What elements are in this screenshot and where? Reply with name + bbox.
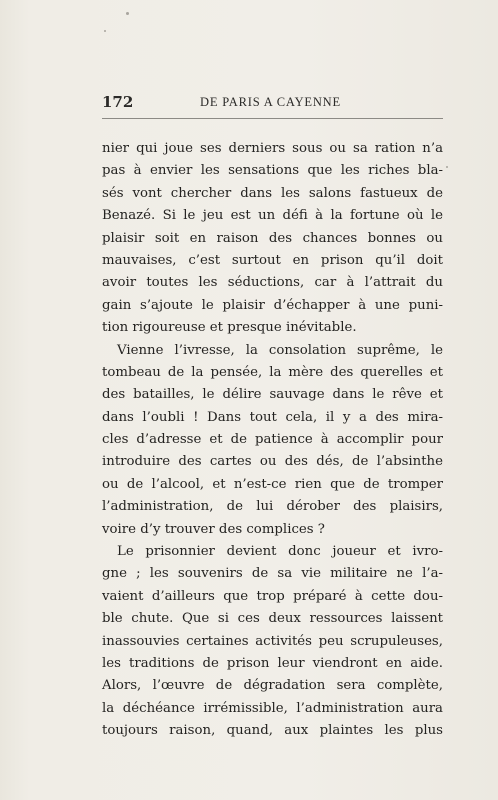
text-line: nier qui joue ses derniers sous ou sa ration n’a [102, 141, 443, 156]
text-line: toujours raison, quand, aux plaintes les plus [102, 723, 443, 739]
text-line: avoir toutes les séductions, car à l’attrait du [102, 275, 443, 291]
text-line: plaisir soit en raison des chances bonnes ou [102, 230, 443, 246]
text-line: ble chute. Que si ces deux ressources laissent [102, 611, 443, 627]
text-line: tion rigoureuse et presque inévitable. [102, 320, 357, 336]
text-line: tombeau de la pensée, la mère des querelles et [102, 364, 443, 380]
text-line: inassouvies certaines activités peu scrupuleuses, [102, 633, 443, 649]
text-line: Benazé. Si le jeu est un défi à la fortune où le [102, 208, 443, 224]
text-line: la déchéance irrémissible, l’administration aura [102, 700, 443, 716]
text-line: gne ; les souvenirs de sa vie militaire ne l’a- [102, 566, 443, 582]
paper-speck [104, 30, 106, 32]
text-line: introduire des cartes ou des dés, de l’absinthe [102, 454, 443, 470]
text-line: pas à envier les sensations que les riches bla- [102, 163, 443, 179]
text-line: ou de l’alcool, et n’est-ce rien que de tromper [102, 476, 443, 492]
page-header [102, 93, 443, 117]
text-line: des batailles, le délire sauvage dans le rêve et [102, 387, 443, 403]
paper-speck [126, 12, 129, 15]
text-line: Alors, l’œuvre de dégradation sera complète, [102, 678, 443, 694]
text-line: sés vont chercher dans les salons fastueux de [102, 185, 443, 201]
text-line: voire d’y trouver des complices ? [102, 521, 325, 537]
body-text [102, 138, 443, 743]
text-line: cles d’adresse et de patience à accomplir pour [102, 432, 443, 448]
text-line: l’administration, de lui dérober des plaisirs, [102, 499, 443, 515]
text-line: dans l’oubli ! Dans tout cela, il y a des mira- [102, 409, 443, 425]
text-line: mauvaises, c’est surtout en prison qu’il doit [102, 252, 443, 268]
text-line: Le prisonnier devient donc joueur et ivro- [117, 544, 443, 560]
text-line: Vienne l’ivresse, la consolation suprême, le [117, 342, 443, 358]
text-line: les traditions de prison leur viendront en aide. [102, 655, 443, 671]
running-title: DE PARIS A CAYENNE [200, 95, 341, 109]
header-rule [102, 118, 443, 119]
text-line: vaient d’ailleurs que trop préparé à cette dou- [102, 588, 443, 604]
page-number: 172 [102, 93, 134, 111]
paper-speck [446, 166, 448, 168]
text-line: gain s’ajoute le plaisir d’échapper à une puni- [102, 297, 443, 313]
